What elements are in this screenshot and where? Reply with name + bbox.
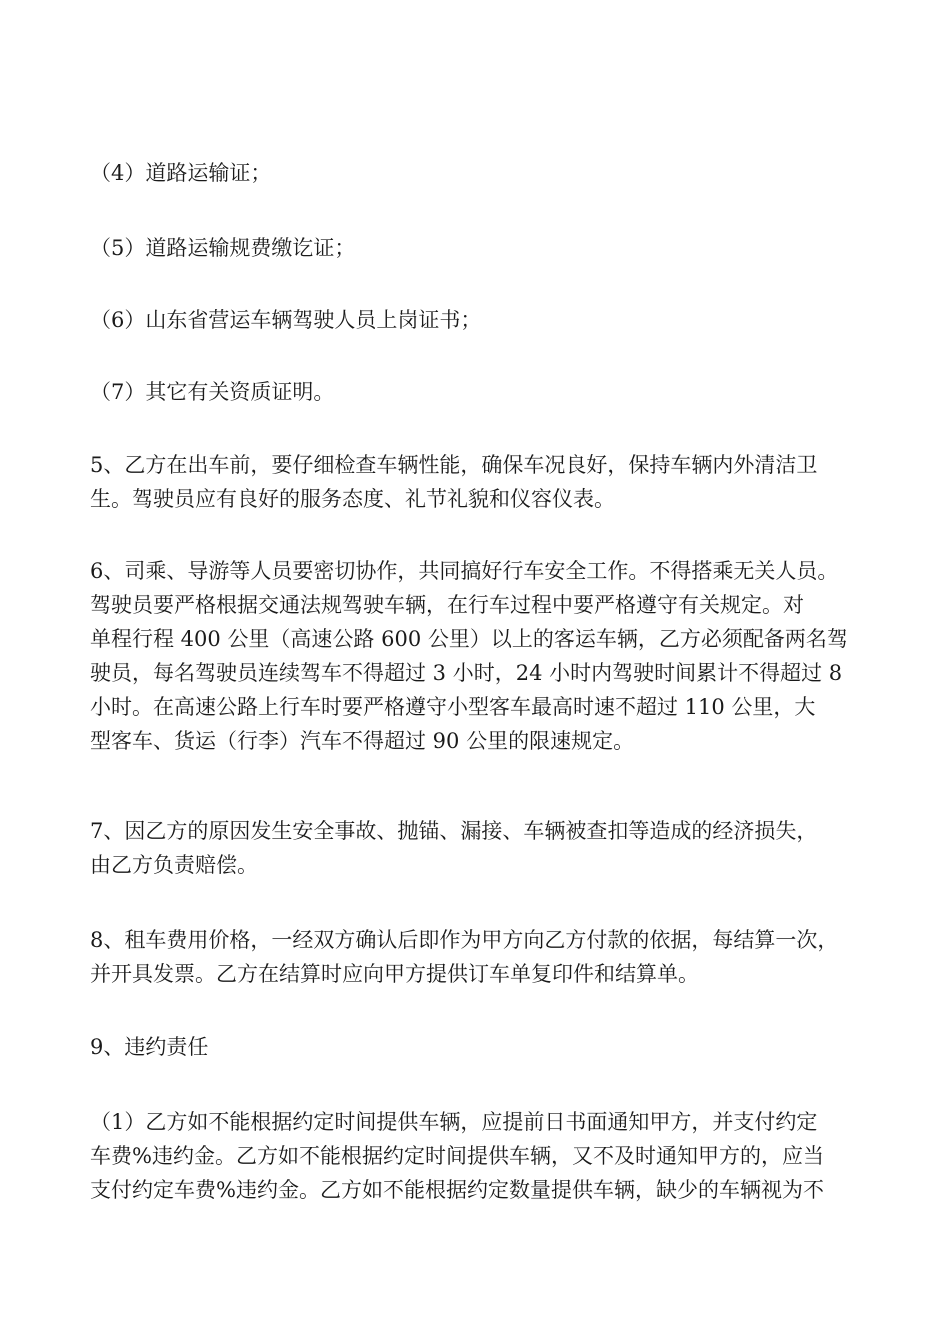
paragraph-item-6: （6）山东省营运车辆驾驶人员上岗证书；: [90, 308, 482, 332]
paragraph-clause-7: 7、因乙方的原因发生安全事故、抛锚、漏接、车辆被查扣等造成的经济损失， 由乙方负责赔偿。: [90, 819, 818, 877]
paragraph-item-7: （7）其它有关资质证明。: [90, 380, 335, 404]
paragraph-clause-6: 6、司乘、导游等人员要密切协作，共同搞好行车安全工作。不得搭乘无关人员。 驾驶员要严格根据交通法规驾驶车辆，在行车过程中要严格遵守有关规定。对 单程行程 400 公里（高速公路 600 公里）以上的客运车辆，乙方必须配备两名驾 驶员，每名驾驶员连续驾车不得超过 3 小时，24 小时内驾驶时间累计不得超过 8 小时。在高速公路上行车时要严格遵守小型客车最高时速不超过 110 公里，大 型客车、货运（行李）汽车不得超过 90 公里的限速规定。: [90, 559, 848, 753]
paragraph-item-4: （4）道路运输证；: [90, 161, 272, 185]
paragraph-breach-item-1: （1）乙方如不能根据约定时间提供车辆，应提前日书面通知甲方，并支付约定 车费%违约金。乙方如不能根据约定时间提供车辆，又不及时通知甲方的，应当 支付约定车费%违约金。乙方如不能根据约定数量提供车辆，缺少的车辆视为不: [90, 1110, 824, 1202]
paragraph-clause-9-heading: 9、违约责任: [90, 1035, 209, 1059]
paragraph-item-5: （5）道路运输规费缴讫证；: [90, 236, 356, 260]
paragraph-clause-5: 5、乙方在出车前，要仔细检查车辆性能，确保车况良好，保持车辆内外清洁卫 生。驾驶员应有良好的服务态度、礼节礼貌和仪容仪表。: [90, 453, 818, 511]
paragraph-clause-8: 8、租车费用价格，一经双方确认后即作为甲方向乙方付款的依据，每结算一次， 并开具发票。乙方在结算时应向甲方提供订车单复印件和结算单。: [90, 928, 839, 986]
